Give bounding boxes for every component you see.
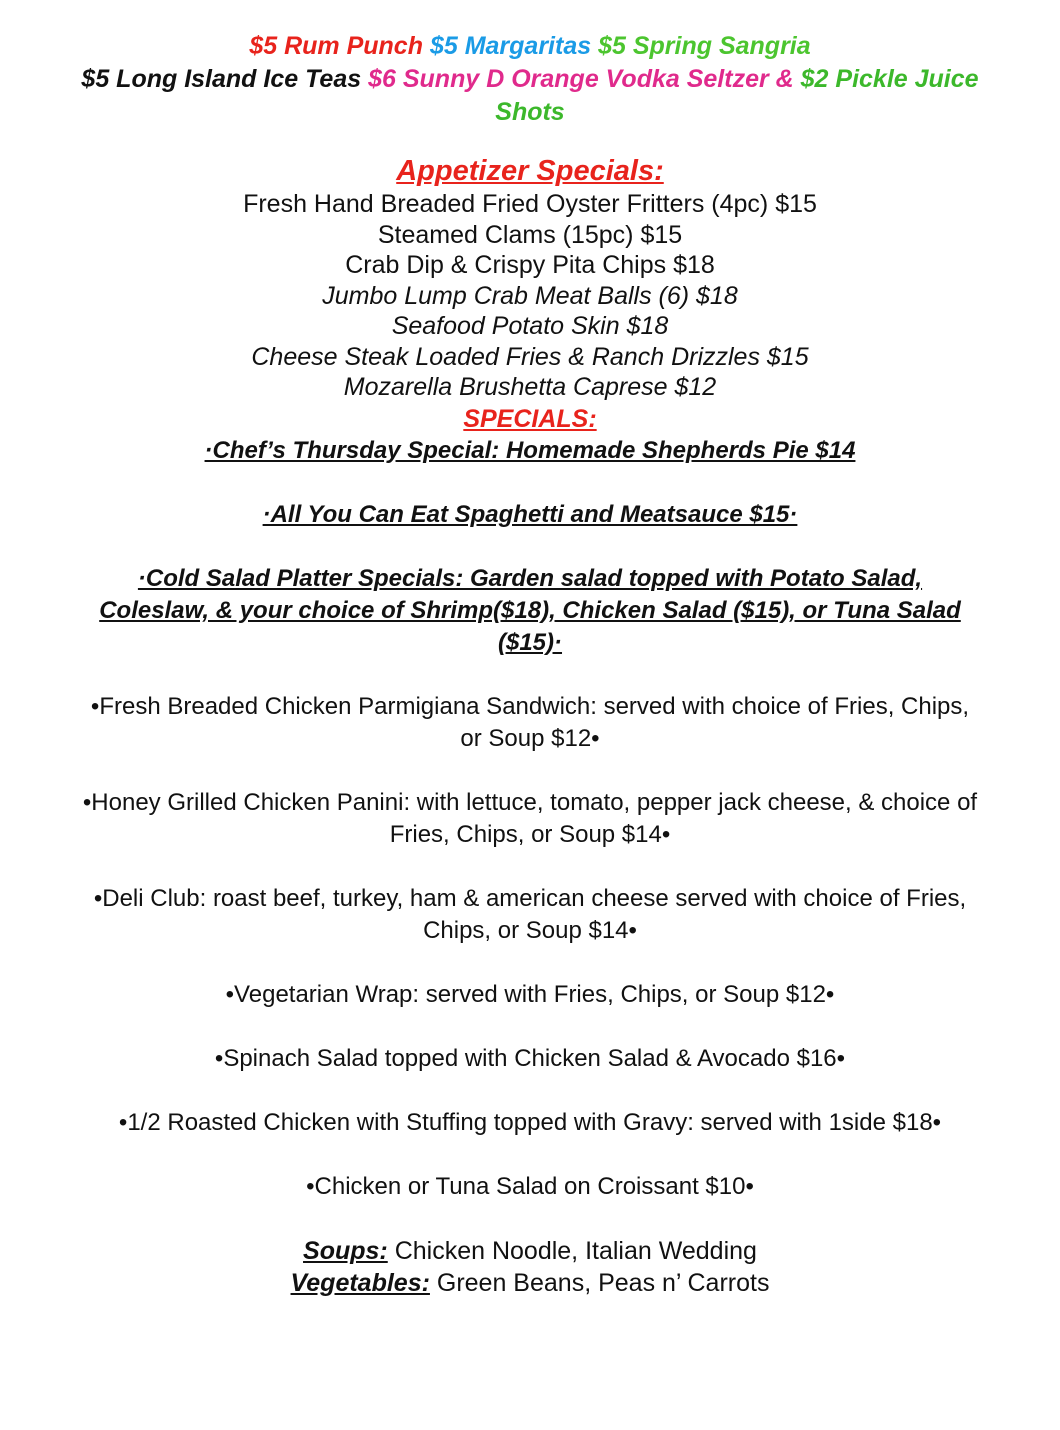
- drink-long-island: $5 Long Island Ice Teas: [81, 65, 362, 93]
- special-item: •Honey Grilled Chicken Panini: with lettuce, tomato, pepper jack cheese, & choice of Fries, Chips, or Soup $14•: [82, 788, 978, 848]
- appetizer-item: Steamed Clams (15pc) $15: [377, 220, 683, 249]
- drink-rum-punch: $5 Rum Punch: [249, 32, 423, 60]
- appetizer-list: [0, 189, 1060, 403]
- special-item: •1/2 Roasted Chicken with Stuffing topped with Gravy: served with 1side $18•: [118, 1108, 942, 1136]
- soups-text: Chicken Noodle, Italian Wedding: [387, 1236, 757, 1265]
- soups-label: Soups:: [303, 1236, 388, 1265]
- appetizer-item: Seafood Potato Skin $18: [391, 312, 669, 340]
- special-item: •Vegetarian Wrap: served with Fries, Chips, or Soup $12•: [225, 980, 835, 1008]
- appetizer-heading: Appetizer Specials:: [396, 155, 664, 187]
- drinks-line-2: [80, 63, 980, 129]
- appetizer-item: Mozarella Brushetta Caprese $12: [343, 373, 717, 401]
- appetizer-item: Fresh Hand Breaded Fried Oyster Fritters (4pc) $15: [243, 190, 817, 218]
- spaghetti-special: ·All You Can Eat Spaghetti and Meatsauce $15·: [262, 500, 798, 528]
- special-item: •Chicken or Tuna Salad on Croissant $10•: [306, 1172, 754, 1200]
- cold-salad-special: ·Cold Salad Platter Specials: Garden salad topped with Potato Salad, Coleslaw, & your choice of Shrimp($18), Chicken Salad ($15), or Tuna Salad ($15)·: [99, 564, 961, 656]
- specials-heading: SPECIALS:: [463, 404, 597, 433]
- drink-sunny-d-seltzer: $6 Sunny D Orange Vodka Seltzer &: [368, 65, 794, 93]
- drink-margaritas: $5 Margaritas: [429, 32, 592, 60]
- drinks-line-1: [80, 30, 980, 63]
- chef-special: ·Chef’s Thursday Special: Homemade Shepherds Pie $14: [204, 436, 856, 464]
- soups-line: [0, 1235, 1060, 1267]
- special-item: •Deli Club: roast beef, turkey, ham & american cheese served with choice of Fries, Chips, or Soup $14•: [93, 884, 967, 944]
- appetizer-item: Jumbo Lump Crab Meat Balls (6) $18: [322, 281, 738, 310]
- drink-spring-sangria: $5 Spring Sangria: [598, 32, 811, 60]
- vegetables-label: Vegetables:: [290, 1268, 430, 1297]
- special-item: •Spinach Salad topped with Chicken Salad & Avocado $16•: [214, 1044, 846, 1072]
- appetizer-item: Crab Dip & Crispy Pita Chips $18: [345, 251, 715, 279]
- vegetables-line: [0, 1267, 1060, 1299]
- appetizer-item: Cheese Steak Loaded Fries & Ranch Drizzles $15: [251, 342, 809, 371]
- drink-pickle-juice-shots: $2 Pickle Juice Shots: [495, 65, 979, 126]
- drink-specials: [80, 30, 980, 129]
- special-item: •Fresh Breaded Chicken Parmigiana Sandwich: served with choice of Fries, Chips, or Soup $12•: [90, 692, 970, 752]
- vegetables-text: Green Beans, Peas n’ Carrots: [429, 1268, 770, 1297]
